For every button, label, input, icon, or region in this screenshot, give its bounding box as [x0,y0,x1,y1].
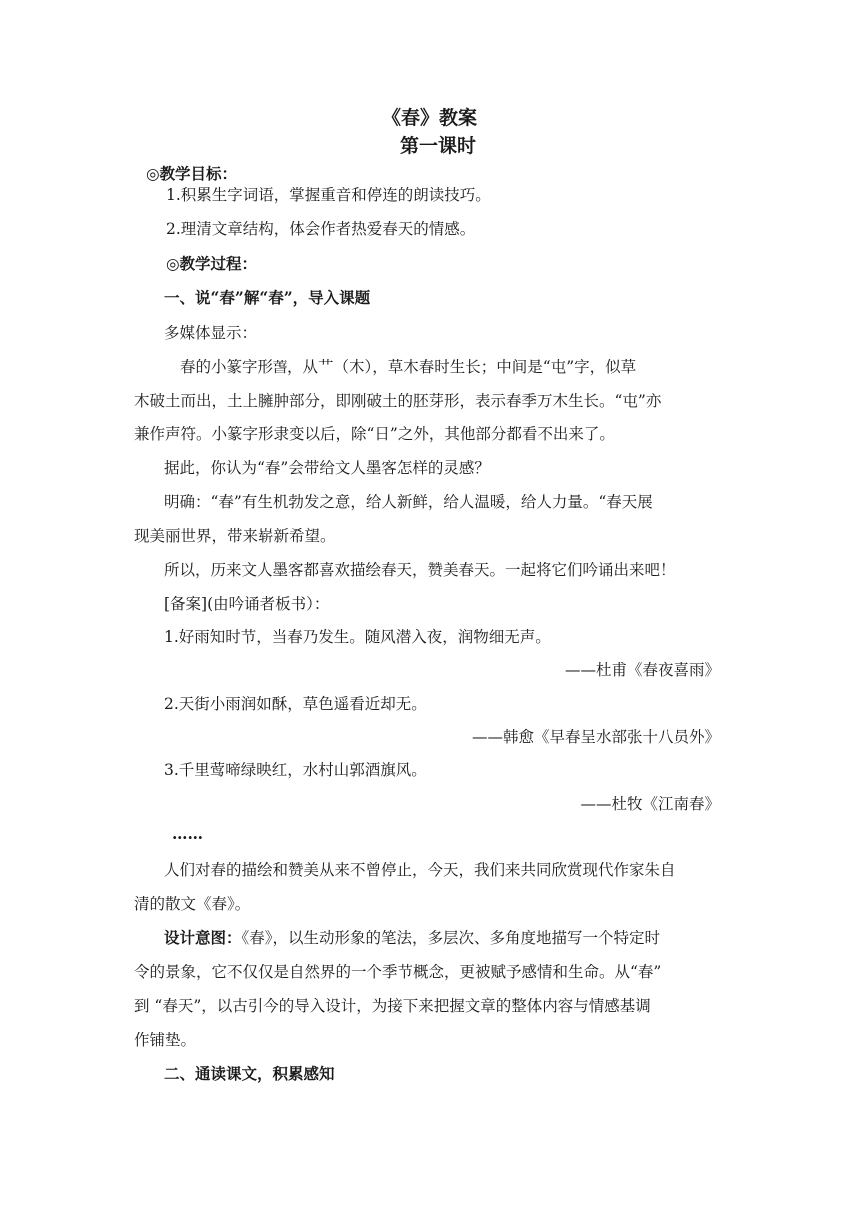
media-label: 多媒体显示： [164,324,258,342]
ellipsis: …… [172,824,203,843]
poem-source-3: ——杜牧《江南春》 [580,795,720,813]
poem-source-2: ——韩愈《早春呈水部张十八员外》 [471,728,720,746]
seal-prefix: 春的小篆字形 [180,358,274,376]
answer-line1: 明确：“春”有生机勃发之意，给人新鲜，给人温暖，给人力量。“春天展 [164,493,653,511]
poem-line-1: 1.好雨知时节，当春乃发生。随风潜入夜，润物细无声。 [164,628,551,646]
section2-heading: 二、通读课文，积累感知 [164,1064,335,1083]
seal-rest: ，从艹（木），草木春时生长；中间是“屯”字，似草 [287,358,637,376]
design-line3: 到 “春天”，以古引今的导入设计，为接下来把握文章的整体内容与情感基调 [134,997,651,1015]
design-line2: 令的景象，它不仅仅是自然界的一个季节概念，更被赋予感情和生命。从“春” [134,963,662,981]
section1-heading: 一、说“春”解“春”，导入课题 [164,288,371,307]
intro-line1: 人们对春的描绘和赞美从来不曾停止，今天，我们来共同欣赏现代作家朱自 [164,861,676,879]
seal-paragraph-line3: 兼作声符。小篆字形隶变以后，除“日”之外，其他部分都看不出来了。 [134,425,615,443]
design-line1-rest: 《春》，以生动形象的笔法，多层次、多角度地描写一个特定时 [241,929,661,947]
backup-label: [备案](由吟诵者板书）： [164,595,330,613]
document-subtitle: 第一课时 [400,135,477,157]
answer-line2: 现美丽世界，带来崭新希望。 [134,527,336,545]
so-line: 所以，历来文人墨客都喜欢描绘春天，赞美春天。一起将它们吟诵出来吧！ [164,561,676,579]
design-line4: 作铺垫。 [134,1031,197,1049]
poem-source-1: ——杜甫《春夜喜雨》 [564,661,720,679]
process-heading: ◎教学过程： [166,254,258,273]
poem-line-2: 2.天街小雨润如酥，草色遥看近却无。 [164,695,427,713]
goals-heading: ◎教学目标： [146,164,238,183]
seal-paragraph-line2: 木破土而出，土上臃肿部分，即刚破土的胚芽形，表示春季万木生长。“屯”亦 [134,392,662,410]
question-line: 据此，你认为“春”会带给文人墨客怎样的灵感？ [164,459,490,477]
seal-paragraph-line1 [180,357,636,378]
goal-item-1: 1.积累生字词语，掌握重音和停连的朗读技巧。 [166,186,491,204]
design-label: 设计意图： [164,928,242,947]
seal-script-glyph: 萅 [272,360,288,376]
design-line1 [164,928,660,948]
intro-line2: 清的散文《春》。 [134,895,251,913]
poem-line-3: 3.千里莺啼绿映红，水村山郭酒旗风。 [164,761,427,779]
goal-item-2: 2.理清文章结构，体会作者热爱春天的情感。 [166,220,476,238]
document-title: 《春》教案 [382,107,478,129]
